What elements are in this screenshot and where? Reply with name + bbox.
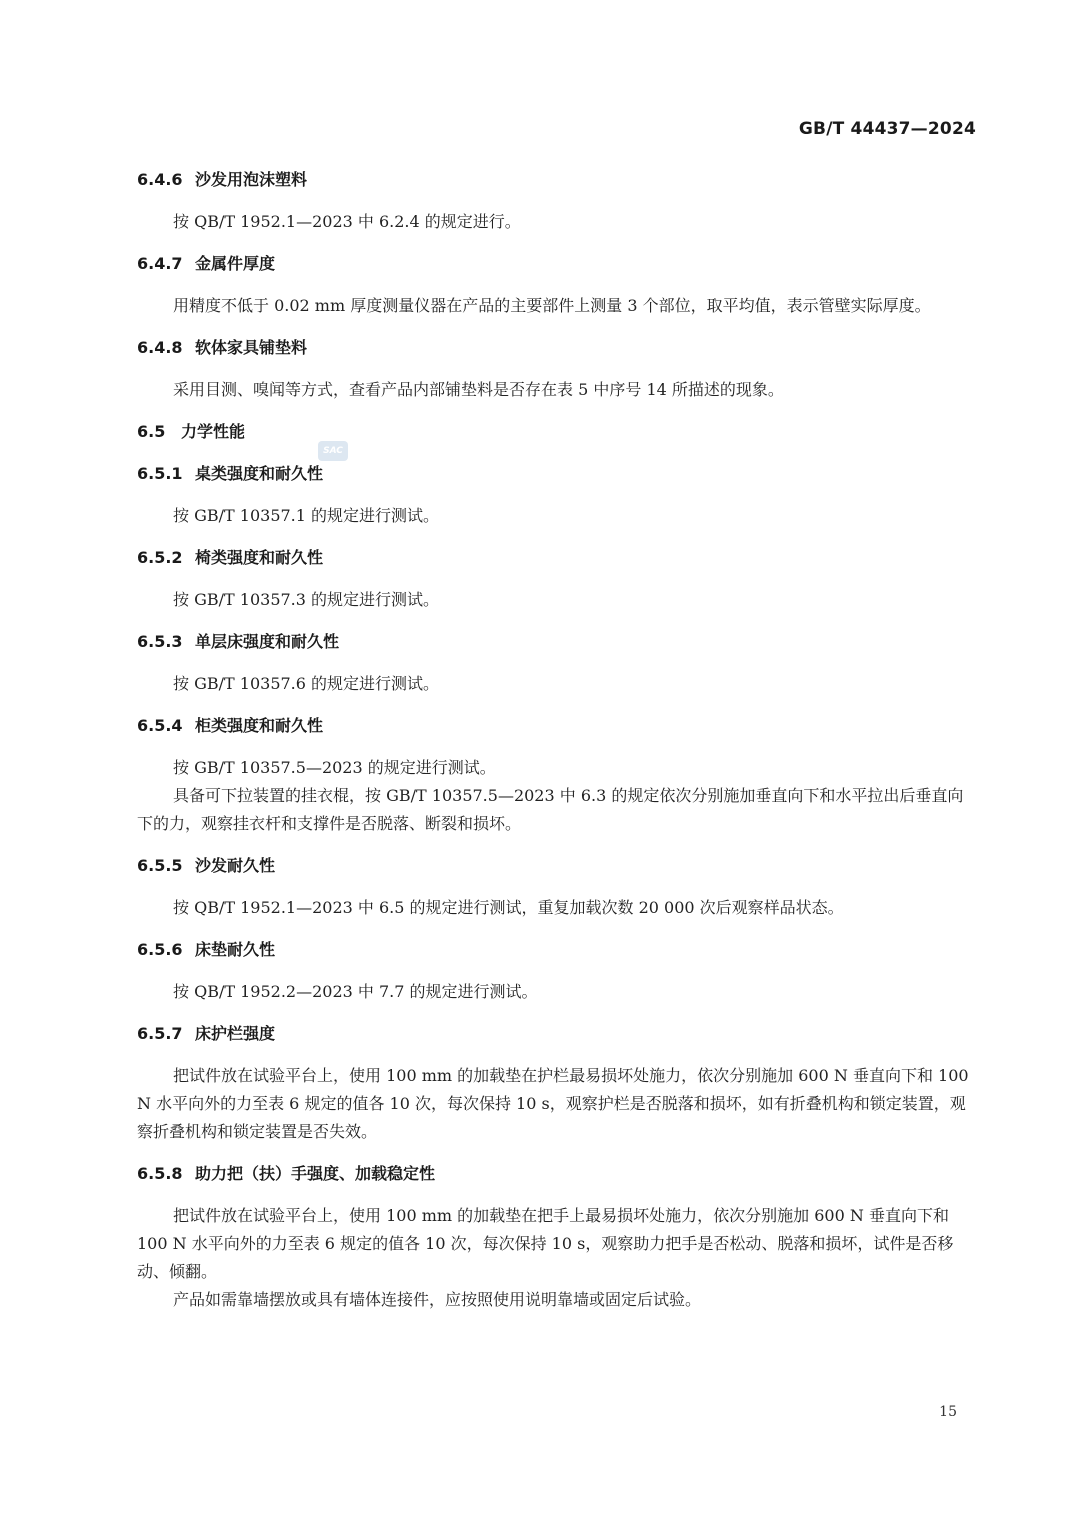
- paragraph: 把试件放在试验平台上，使用 100 mm 的加载垫在把手上最易损坏处施力，依次分别施加 600 N 垂直向下和 100 N 水平向外的力至表 6 规定的值各 10 次，每次保持 10 s，观察助力把手是否松动、脱落和损坏，试件是否移动、倾翻。: [137, 1206, 954, 1281]
- section-title: 沙发耐久性: [195, 856, 276, 875]
- section-number: 6.5.1: [137, 464, 183, 483]
- section-number: 6.4.8: [137, 338, 183, 357]
- section-heading: [137, 712, 977, 740]
- section-heading: [137, 852, 977, 880]
- section-heading: [137, 250, 977, 278]
- paragraph: 按 QB/T 1952.2—2023 中 7.7 的规定进行测试。: [173, 982, 538, 1001]
- paragraph: 产品如需靠墙摆放或具有墙体连接件，应按照使用说明靠墙或固定后试验。: [173, 1290, 702, 1309]
- section-number: 6.5: [137, 422, 166, 441]
- paragraph: 把试件放在试验平台上，使用 100 mm 的加载垫在护栏最易损坏处施力，依次分别施加 600 N 垂直向下和 100 N 水平向外的力至表 6 规定的值各 10 次，每次保持 10 s，观察护栏是否脱落和损坏，如有折叠机构和锁定装置，观察折叠机构和锁定装置是否失效。: [137, 1066, 969, 1141]
- section-heading: [137, 1160, 977, 1188]
- section-heading: [137, 460, 977, 488]
- paragraph: 按 GB/T 10357.6 的规定进行测试。: [173, 674, 440, 693]
- page-number: 15: [939, 1404, 957, 1420]
- section-number: 6.5.5: [137, 856, 183, 875]
- paragraph: 按 QB/T 1952.1—2023 中 6.2.4 的规定进行。: [173, 212, 521, 231]
- paragraph: 用精度不低于 0.02 mm 厚度测量仪器在产品的主要部件上测量 3 个部位，取平均值，表示管壁实际厚度。: [173, 296, 931, 315]
- section-number: 6.4.7: [137, 254, 183, 273]
- section-heading: [137, 1020, 977, 1048]
- section-heading: [137, 334, 977, 362]
- section-number: 6.4.6: [137, 170, 183, 189]
- paragraph: 采用目测、嗅闻等方式，查看产品内部铺垫料是否存在表 5 中序号 14 所描述的现象。: [173, 380, 784, 399]
- section-title: 助力把（扶）手强度、加载稳定性: [195, 1164, 436, 1183]
- section-title: 金属件厚度: [195, 254, 276, 273]
- watermark-logo: SAC: [318, 441, 348, 461]
- section-title: 沙发用泡沫塑料: [195, 170, 308, 189]
- section-number: 6.5.3: [137, 632, 183, 651]
- document-body: [137, 166, 977, 1314]
- section-heading: [137, 544, 977, 572]
- standard-code-header: GB/T 44437—2024: [798, 119, 976, 139]
- section-number: 6.5.8: [137, 1164, 183, 1183]
- paragraph: 按 GB/T 10357.5—2023 的规定进行测试。: [173, 758, 496, 777]
- section-heading: [137, 628, 977, 656]
- section-number: 6.5.4: [137, 716, 183, 735]
- section-title: 椅类强度和耐久性: [195, 548, 324, 567]
- section-title: 桌类强度和耐久性: [195, 464, 324, 483]
- section-heading: [137, 166, 977, 194]
- section-title: 床护栏强度: [195, 1024, 276, 1043]
- section-title: 单层床强度和耐久性: [195, 632, 340, 651]
- section-title: 软体家具铺垫料: [195, 338, 308, 357]
- section-title: 力学性能: [181, 422, 246, 441]
- paragraph: 具备可下拉装置的挂衣棍，按 GB/T 10357.5—2023 中 6.3 的规定依次分别施加垂直向下和水平拉出后垂直向下的力，观察挂衣杆和支撑件是否脱落、断裂和损坏。: [137, 786, 964, 833]
- section-number: 6.5.7: [137, 1024, 183, 1043]
- section-heading: [137, 418, 977, 446]
- section-number: 6.5.6: [137, 940, 183, 959]
- section-heading: [137, 936, 977, 964]
- paragraph: 按 GB/T 10357.3 的规定进行测试。: [173, 590, 440, 609]
- paragraph: 按 QB/T 1952.1—2023 中 6.5 的规定进行测试，重复加载次数 20 000 次后观察样品状态。: [173, 898, 844, 917]
- section-title: 床垫耐久性: [195, 940, 276, 959]
- section-number: 6.5.2: [137, 548, 183, 567]
- paragraph: 按 GB/T 10357.1 的规定进行测试。: [173, 506, 440, 525]
- section-title: 柜类强度和耐久性: [195, 716, 324, 735]
